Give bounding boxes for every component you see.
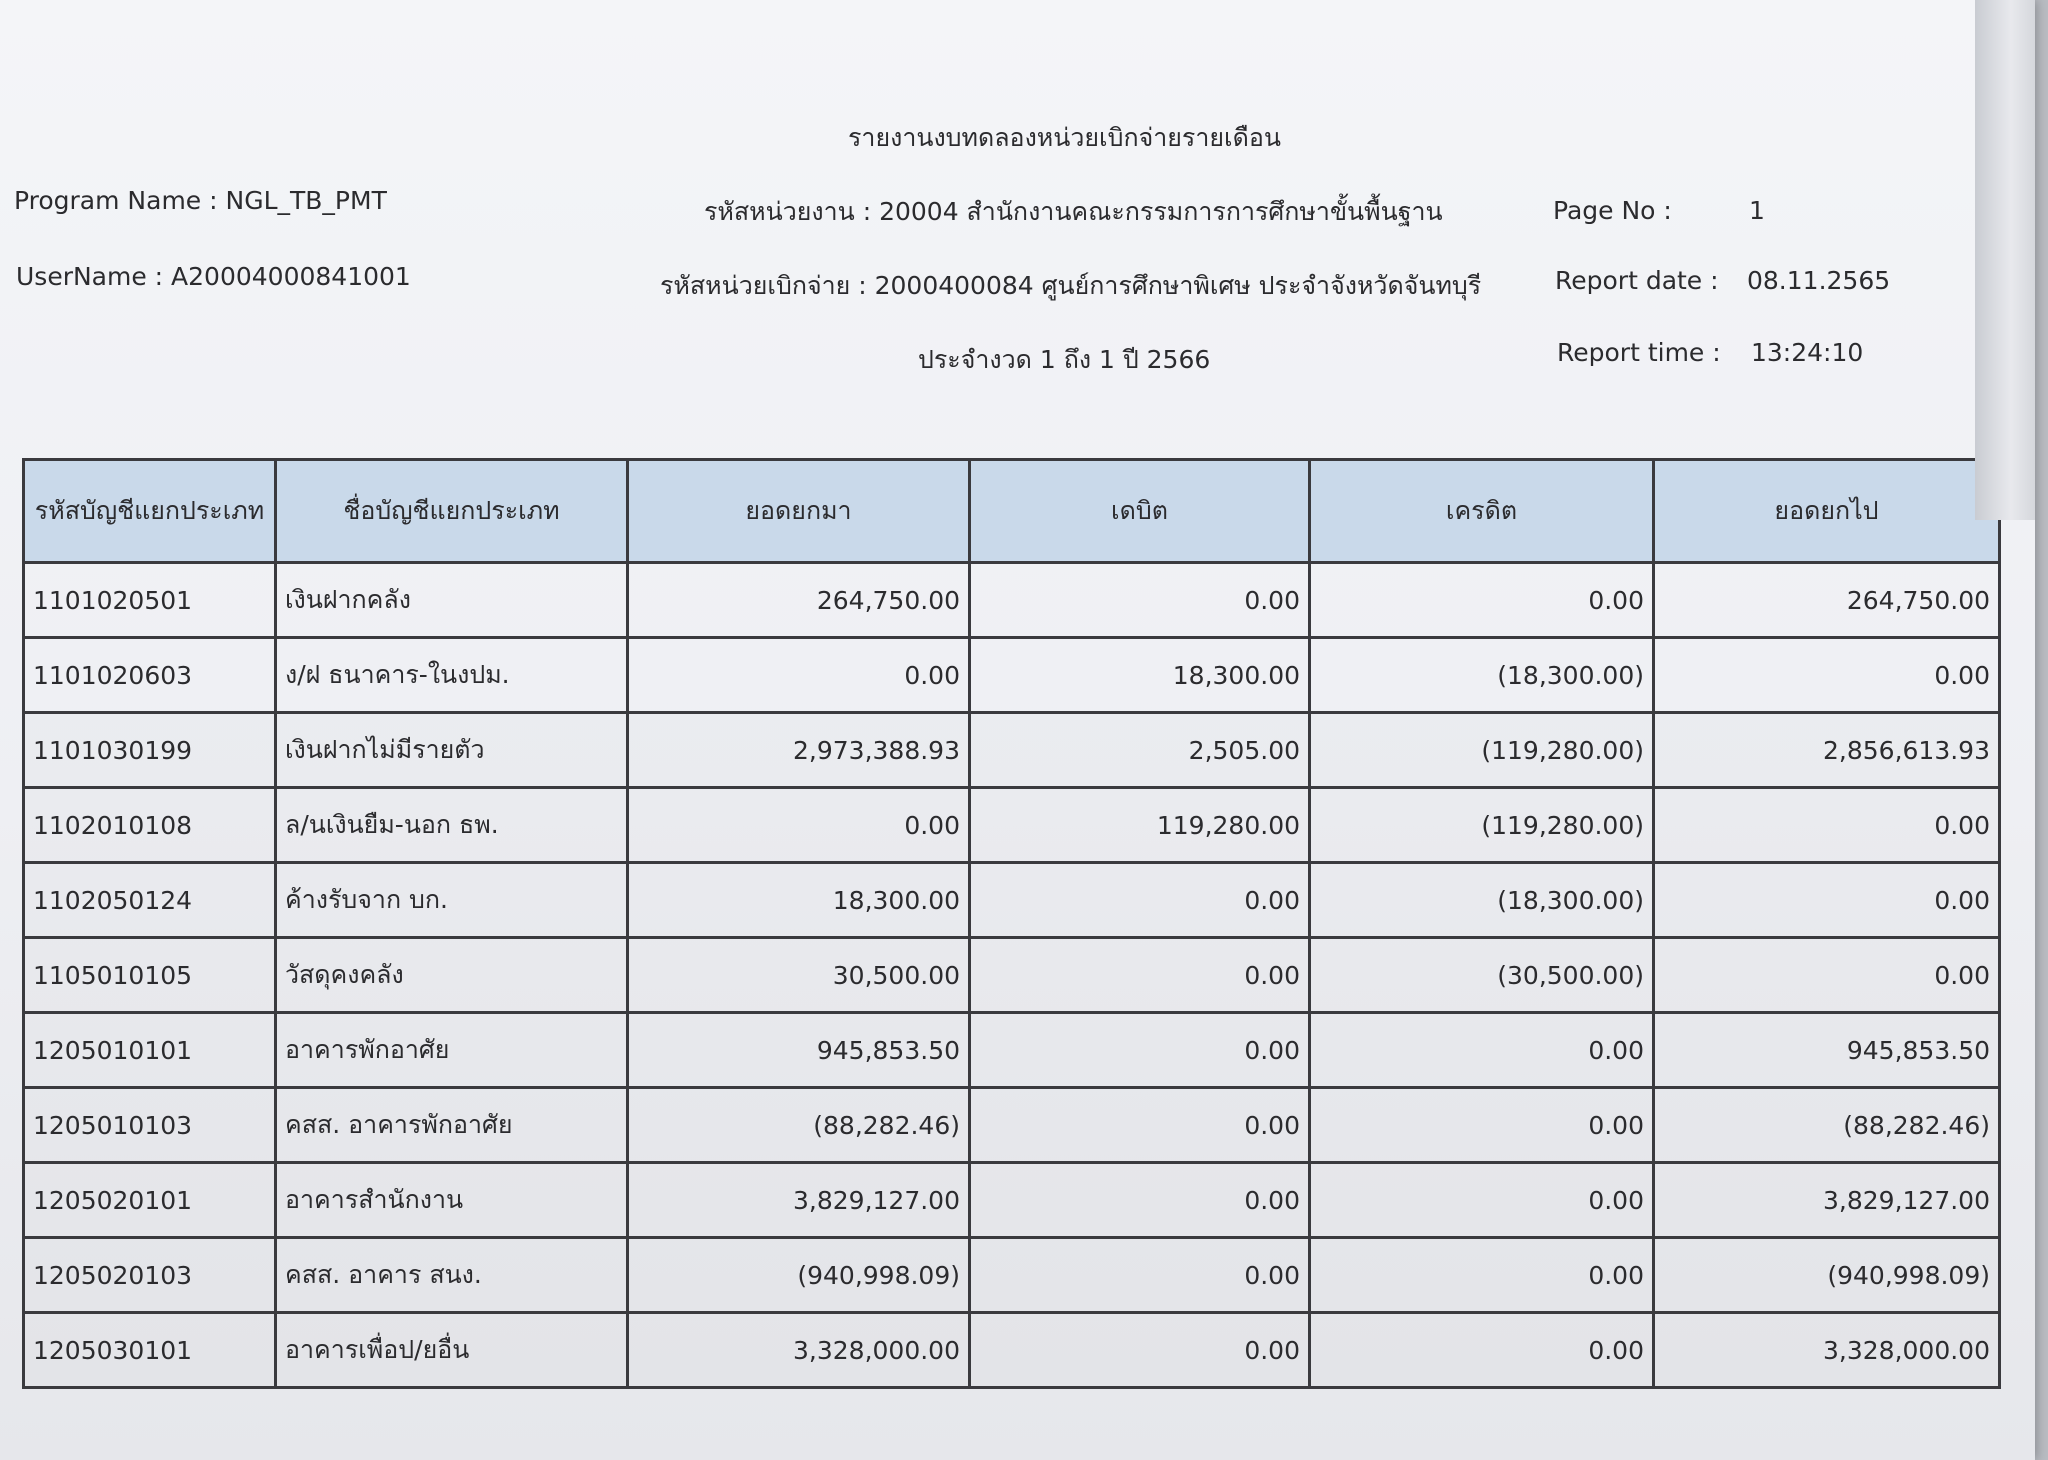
table-row <box>24 563 2000 638</box>
account-name-cell: เงินฝากคลัง <box>276 563 628 638</box>
closing-balance-cell: 0.00 <box>1654 788 2000 863</box>
closing-balance-cell: 3,328,000.00 <box>1654 1313 2000 1388</box>
report-time-label: Report time : <box>1557 338 1721 367</box>
table-row <box>24 1313 2000 1388</box>
closing-balance-cell: 0.00 <box>1654 638 2000 713</box>
account-code-cell: 1205030101 <box>24 1313 276 1388</box>
account-code-cell: 1102010108 <box>24 788 276 863</box>
disbursement-unit-line: รหัสหน่วยเบิกจ่าย : 2000400084 ศูนย์การศึกษาพิเศษ ประจำจังหวัดจันทบุรี <box>660 271 1482 300</box>
header-account-code: รหัสบัญชีแยกประเภท <box>24 460 276 563</box>
account-name-cell: คสส. อาคาร สนง. <box>276 1238 628 1313</box>
account-code-cell: 1102050124 <box>24 863 276 938</box>
account-name-cell: อาคารเพื่อป/ยอื่น <box>276 1313 628 1388</box>
debit-cell: 0.00 <box>970 1313 1310 1388</box>
credit-cell: 0.00 <box>1310 1313 1654 1388</box>
credit-cell: 0.00 <box>1310 1088 1654 1163</box>
page-no-value: 1 <box>1749 196 1765 225</box>
account-name-cell: ค้างรับจาก บก. <box>276 863 628 938</box>
opening-balance-cell: (88,282.46) <box>628 1088 970 1163</box>
report-date-label: Report date : <box>1555 266 1719 295</box>
debit-cell: 0.00 <box>970 563 1310 638</box>
account-code-cell: 1101030199 <box>24 713 276 788</box>
credit-cell: (30,500.00) <box>1310 938 1654 1013</box>
account-name-cell: ล/นเงินยืม-นอก ธพ. <box>276 788 628 863</box>
closing-balance-cell: 945,853.50 <box>1654 1013 2000 1088</box>
credit-cell: (18,300.00) <box>1310 638 1654 713</box>
credit-cell: 0.00 <box>1310 1163 1654 1238</box>
opening-balance-cell: 18,300.00 <box>628 863 970 938</box>
table-row <box>24 938 2000 1013</box>
table-row <box>24 1088 2000 1163</box>
page-edge <box>1975 0 2035 520</box>
account-name-cell: ง/ฝ ธนาคาร-ในงปม. <box>276 638 628 713</box>
debit-cell: 0.00 <box>970 1088 1310 1163</box>
report-time-value: 13:24:10 <box>1751 338 1864 367</box>
account-code-cell: 1105010105 <box>24 938 276 1013</box>
table-row <box>24 638 2000 713</box>
opening-balance-cell: 3,829,127.00 <box>628 1163 970 1238</box>
account-code-cell: 1205020101 <box>24 1163 276 1238</box>
credit-cell: 0.00 <box>1310 1013 1654 1088</box>
header-closing-balance: ยอดยกไป <box>1654 460 2000 563</box>
closing-balance-cell: (940,998.09) <box>1654 1238 2000 1313</box>
page-no-label: Page No : <box>1553 196 1672 225</box>
agency-line: รหัสหน่วยงาน : 20004 สำนักงานคณะกรรมการการศึกษาขั้นพื้นฐาน <box>704 197 1443 226</box>
opening-balance-cell: 0.00 <box>628 638 970 713</box>
header-credit: เครดิต <box>1310 460 1654 563</box>
debit-cell: 18,300.00 <box>970 638 1310 713</box>
account-code-cell: 1101020603 <box>24 638 276 713</box>
debit-cell: 0.00 <box>970 863 1310 938</box>
opening-balance-cell: 264,750.00 <box>628 563 970 638</box>
opening-balance-cell: 3,328,000.00 <box>628 1313 970 1388</box>
program-name: Program Name : NGL_TB_PMT <box>14 186 387 215</box>
closing-balance-cell: 0.00 <box>1654 938 2000 1013</box>
account-name-cell: เงินฝากไม่มีรายตัว <box>276 713 628 788</box>
header-account-name: ชื่อบัญชีแยกประเภท <box>276 460 628 563</box>
user-name: UserName : A20004000841001 <box>16 262 411 291</box>
debit-cell: 119,280.00 <box>970 788 1310 863</box>
table-row <box>24 788 2000 863</box>
opening-balance-cell: 0.00 <box>628 788 970 863</box>
opening-balance-cell: 2,973,388.93 <box>628 713 970 788</box>
account-name-cell: อาคารพักอาศัย <box>276 1013 628 1088</box>
credit-cell: (18,300.00) <box>1310 863 1654 938</box>
account-code-cell: 1101020501 <box>24 563 276 638</box>
header-opening-balance: ยอดยกมา <box>628 460 970 563</box>
table-row <box>24 863 2000 938</box>
table-row <box>24 713 2000 788</box>
table-row <box>24 1163 2000 1238</box>
opening-balance-cell: 30,500.00 <box>628 938 970 1013</box>
period-line: ประจำงวด 1 ถึง 1 ปี 2566 <box>918 345 1211 374</box>
debit-cell: 0.00 <box>970 1013 1310 1088</box>
debit-cell: 0.00 <box>970 1238 1310 1313</box>
closing-balance-cell: 264,750.00 <box>1654 563 2000 638</box>
account-code-cell: 1205010101 <box>24 1013 276 1088</box>
report-date-value: 08.11.2565 <box>1747 266 1891 295</box>
credit-cell: 0.00 <box>1310 563 1654 638</box>
header-debit: เดบิต <box>970 460 1310 563</box>
credit-cell: (119,280.00) <box>1310 713 1654 788</box>
account-name-cell: คสส. อาคารพักอาศัย <box>276 1088 628 1163</box>
closing-balance-cell: 2,856,613.93 <box>1654 713 2000 788</box>
debit-cell: 0.00 <box>970 1163 1310 1238</box>
opening-balance-cell: (940,998.09) <box>628 1238 970 1313</box>
debit-cell: 0.00 <box>970 938 1310 1013</box>
account-name-cell: อาคารสำนักงาน <box>276 1163 628 1238</box>
closing-balance-cell: 3,829,127.00 <box>1654 1163 2000 1238</box>
account-code-cell: 1205020103 <box>24 1238 276 1313</box>
account-name-cell: วัสดุคงคลัง <box>276 938 628 1013</box>
closing-balance-cell: 0.00 <box>1654 863 2000 938</box>
opening-balance-cell: 945,853.50 <box>628 1013 970 1088</box>
account-code-cell: 1205010103 <box>24 1088 276 1163</box>
closing-balance-cell: (88,282.46) <box>1654 1088 2000 1163</box>
credit-cell: 0.00 <box>1310 1238 1654 1313</box>
debit-cell: 2,505.00 <box>970 713 1310 788</box>
report-title: รายงานงบทดลองหน่วยเบิกจ่ายรายเดือน <box>848 123 1281 152</box>
trial-balance-table <box>22 458 2001 1389</box>
table-row <box>24 1013 2000 1088</box>
credit-cell: (119,280.00) <box>1310 788 1654 863</box>
table-header-row <box>24 460 2000 563</box>
table-row <box>24 1238 2000 1313</box>
